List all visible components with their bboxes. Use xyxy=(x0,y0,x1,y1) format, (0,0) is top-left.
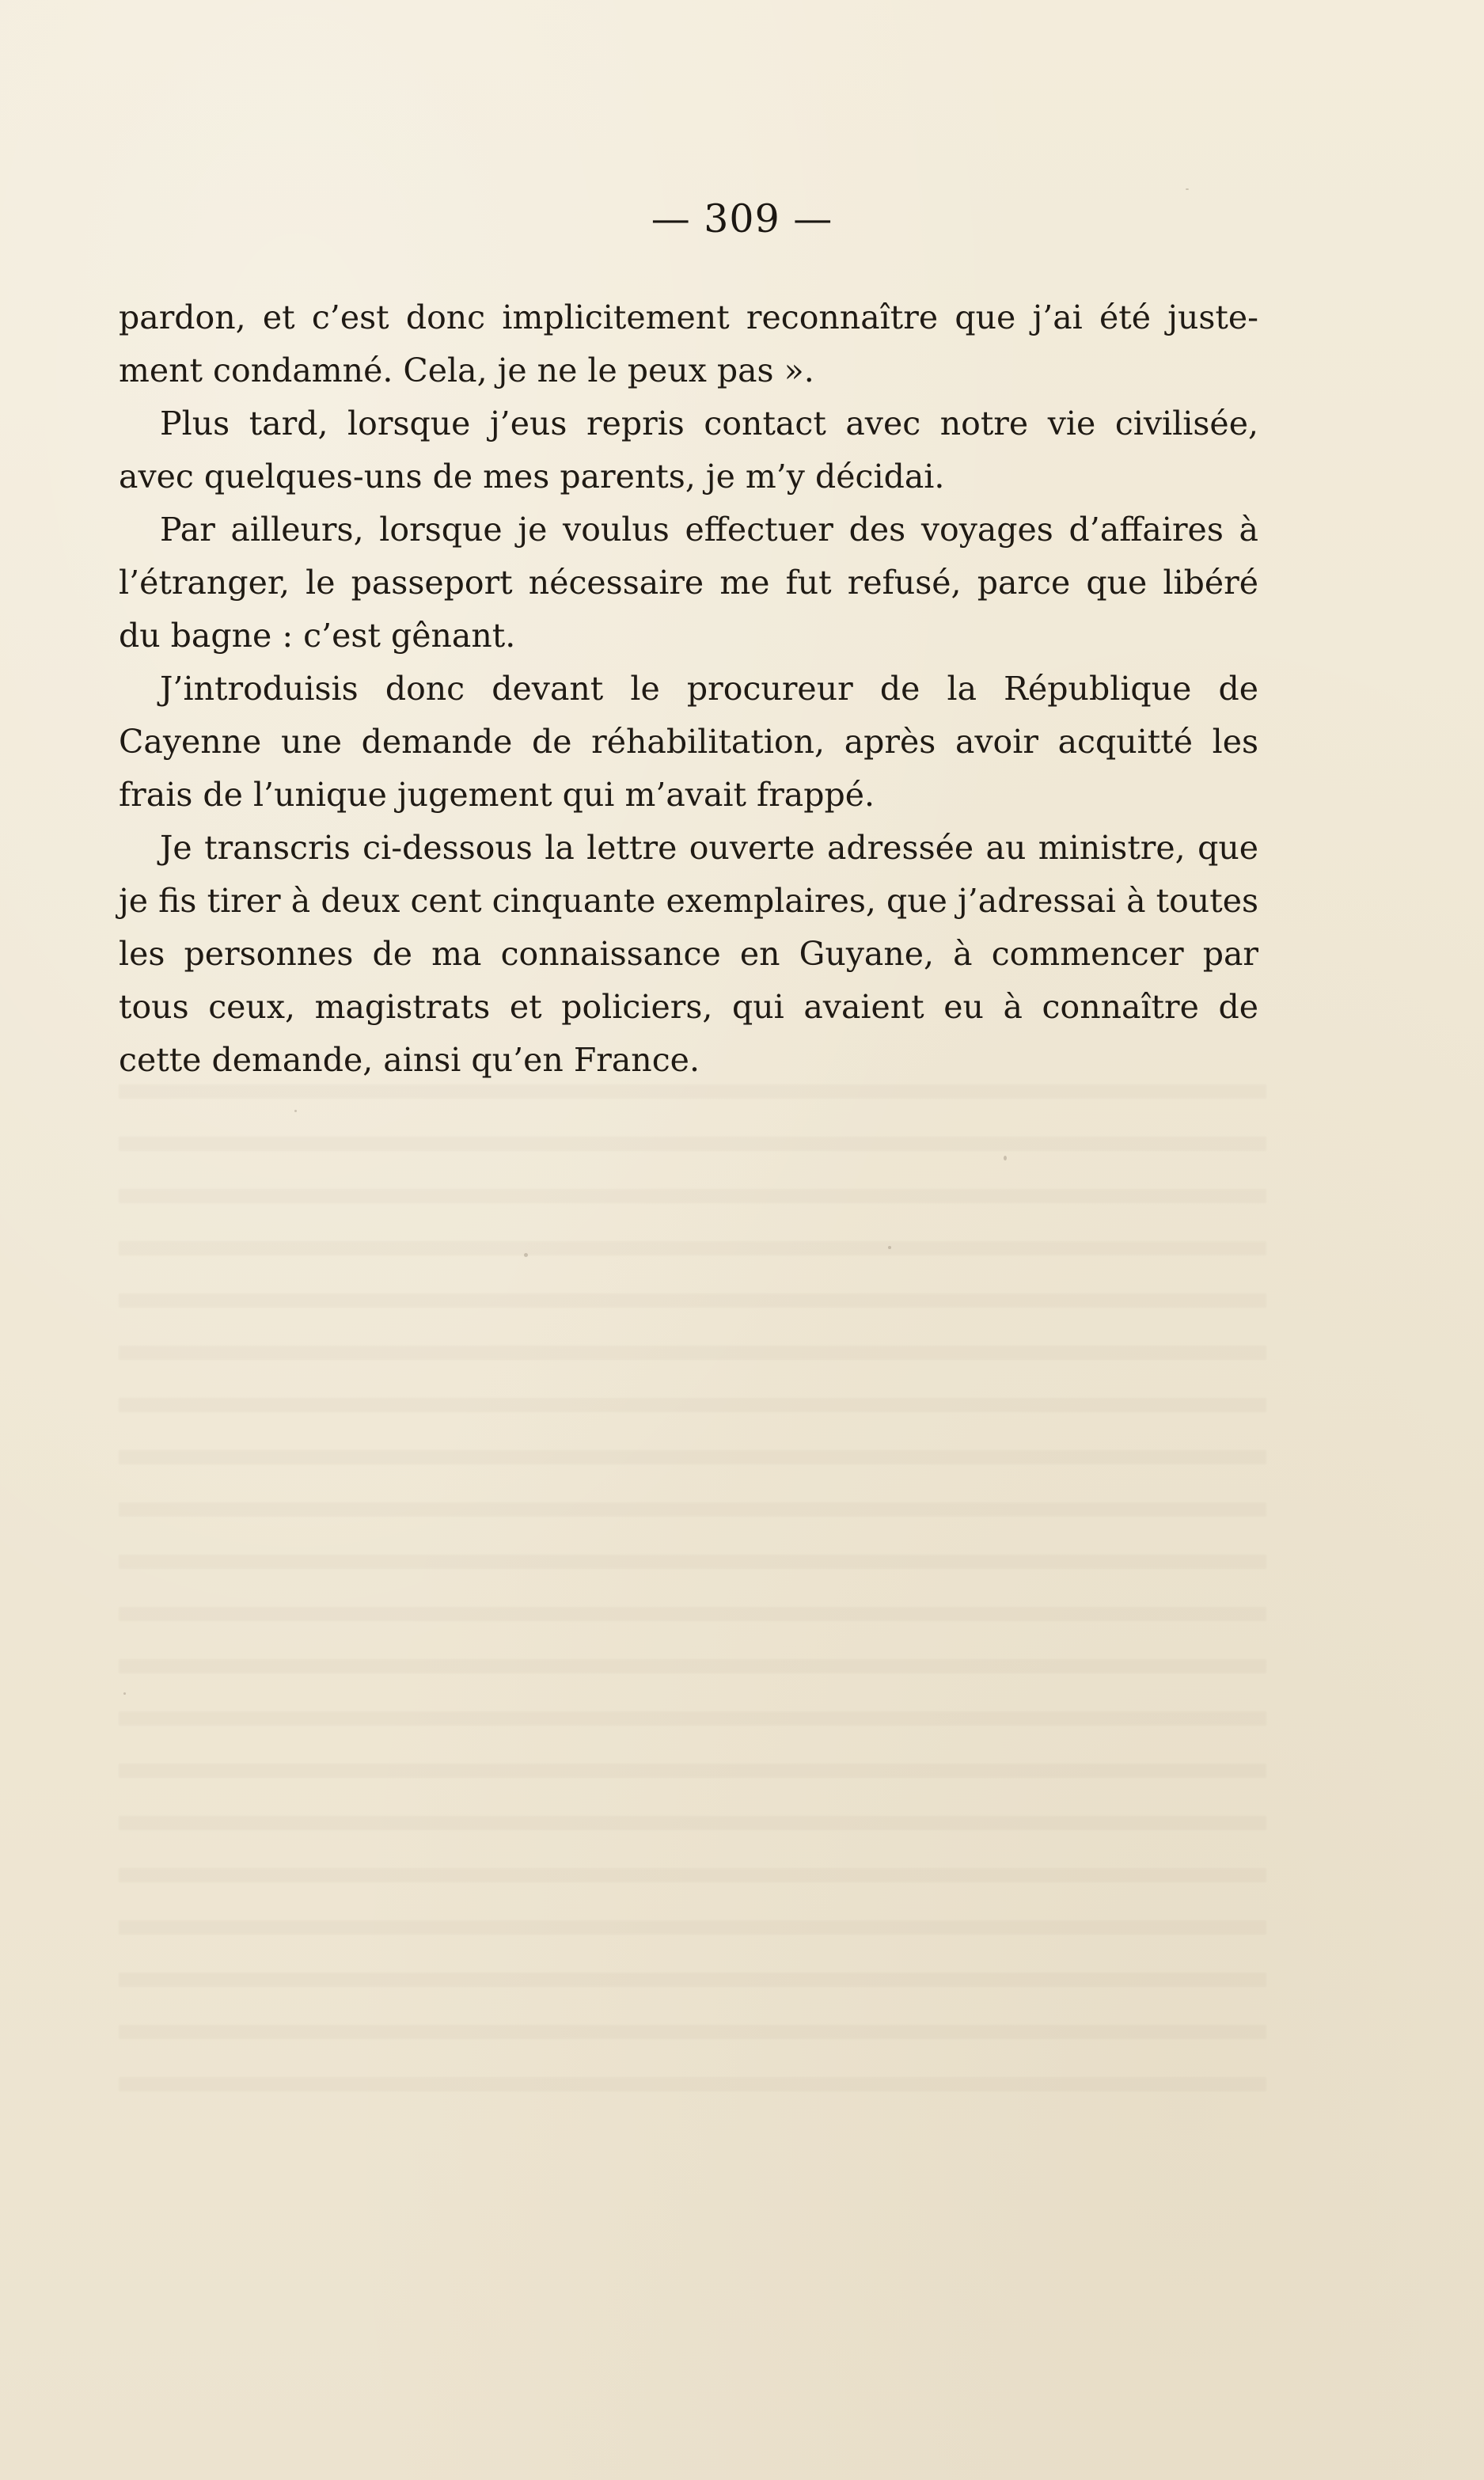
paragraph: J’introduisis donc devant le procureur de la République de Cayenne une demande de réhabilitation, après avoir acquitté les frais de l’unique jugement qui m’avait frappé. xyxy=(119,670,1258,814)
paper-speck xyxy=(888,1246,891,1249)
paper-speck xyxy=(294,1110,297,1112)
paragraph: Plus tard, lorsque j’eus repris contact avec notre vie civilisée, avec quelques-uns de mes parents, je m’y décidai. xyxy=(119,404,1258,496)
paragraph: Par ailleurs, lorsque je voulus effectuer des voyages d’affaires à l’étranger, le passeport nécessaire me fut refusé, parce que libéré du bagne : c’est gênant. xyxy=(119,511,1258,655)
paper-speck xyxy=(123,1692,126,1695)
paper-speck xyxy=(524,1253,528,1257)
body-text xyxy=(119,291,1258,1087)
paragraph: Je transcris ci-dessous la lettre ouverte adressée au ministre, que je fis tirer à deux cent cinquante exemplaires, que j’adressai à toutes les personnes de ma connaissance en Guyane, à commencer par tous ceux, magistrats et policiers, qui avaient eu à connaître de cette demande, ainsi qu’en France. xyxy=(119,829,1258,1079)
paper-speck xyxy=(1186,188,1189,190)
paragraph: pardon, et c’est donc implicitement reconnaître que j’ai été justement condamné. Cela, je ne le peux pas ». xyxy=(119,298,1258,389)
page-number: — 309 — xyxy=(651,196,833,241)
reverse-page-show-through xyxy=(119,1084,1266,2129)
paper-speck xyxy=(1004,1156,1007,1160)
